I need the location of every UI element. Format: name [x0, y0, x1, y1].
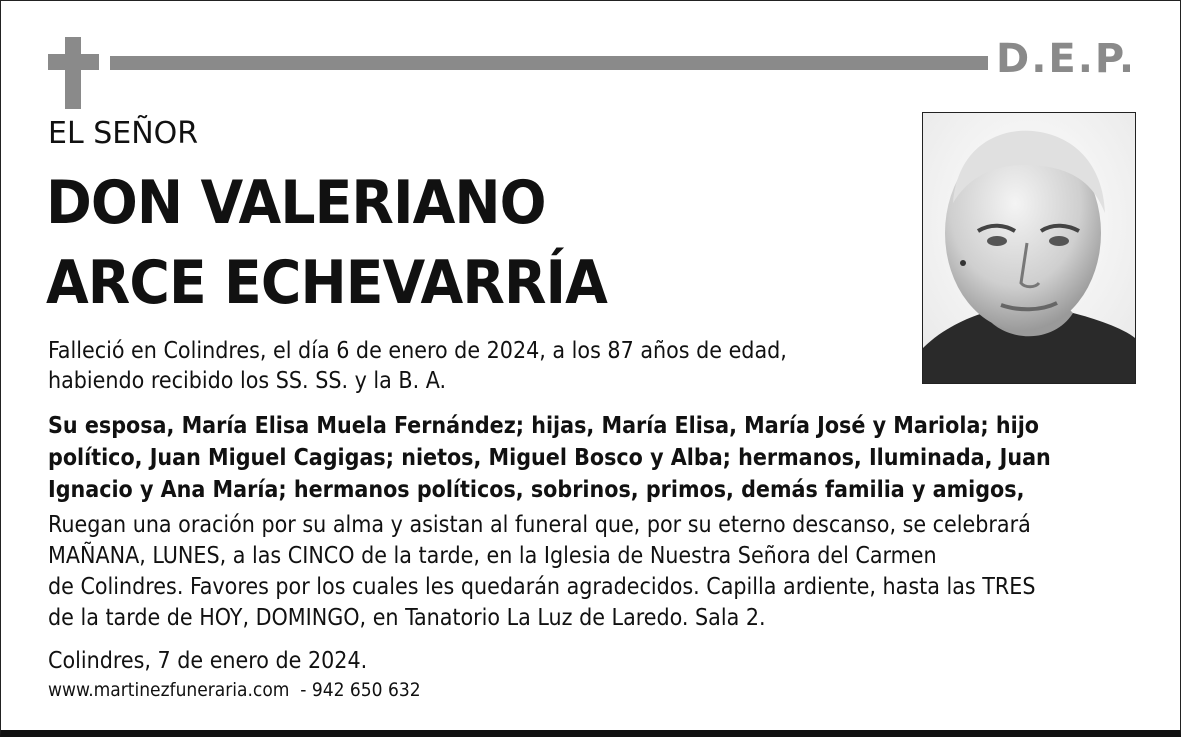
honorific-prefix: EL SEÑOR: [48, 116, 199, 151]
funeral-line: de Colindres. Favores por los cuales les quedarán agradecidos. Capilla ardiente, hasta las TRES: [48, 574, 1036, 600]
funeral-line: MAÑANA, LUNES, a las CINCO de la tarde, en la Iglesia de Nuestra Señora del Carmen: [48, 543, 937, 569]
deceased-name-line1: DON VALERIANO: [46, 168, 546, 238]
family-list: [48, 410, 1051, 506]
death-notice: [48, 336, 787, 396]
funeral-details: [48, 510, 1036, 634]
header-rule: [110, 56, 988, 70]
death-notice-line: habiendo recibido los SS. SS. y la B. A.: [48, 368, 447, 394]
portrait-photo: [922, 112, 1136, 384]
family-line: Su esposa, María Elisa Muela Fernández; hijas, María Elisa, María José y Mariola; hijo: [48, 413, 1040, 439]
deceased-name-line2: ARCE ECHEVARRÍA: [46, 248, 607, 318]
funeral-line: Ruegan una oración por su alma y asistan al funeral que, por su eterno descanso, se celebrará: [48, 512, 1031, 538]
place-date: Colindres, 7 de enero de 2024.: [48, 648, 368, 674]
portrait-photo-image: [923, 113, 1135, 383]
cross-icon: [65, 37, 81, 109]
cross-icon-bar: [48, 54, 99, 70]
family-line: Ignacio y Ana María; hermanos políticos, sobrinos, primos, demás familia y amigos,: [48, 477, 1025, 503]
dep-label: D.E.P.: [996, 36, 1137, 82]
funeral-line: de la tarde de HOY, DOMINGO, en Tanatorio La Luz de Laredo. Sala 2.: [48, 605, 766, 631]
family-line: político, Juan Miguel Cagigas; nietos, Miguel Bosco y Alba; hermanos, Iluminada, Juan: [48, 445, 1051, 471]
funeral-home-contact: www.martinezfuneraria.com - 942 650 632: [48, 679, 421, 701]
death-notice-line: Falleció en Colindres, el día 6 de enero de 2024, a los 87 años de edad,: [48, 338, 787, 364]
